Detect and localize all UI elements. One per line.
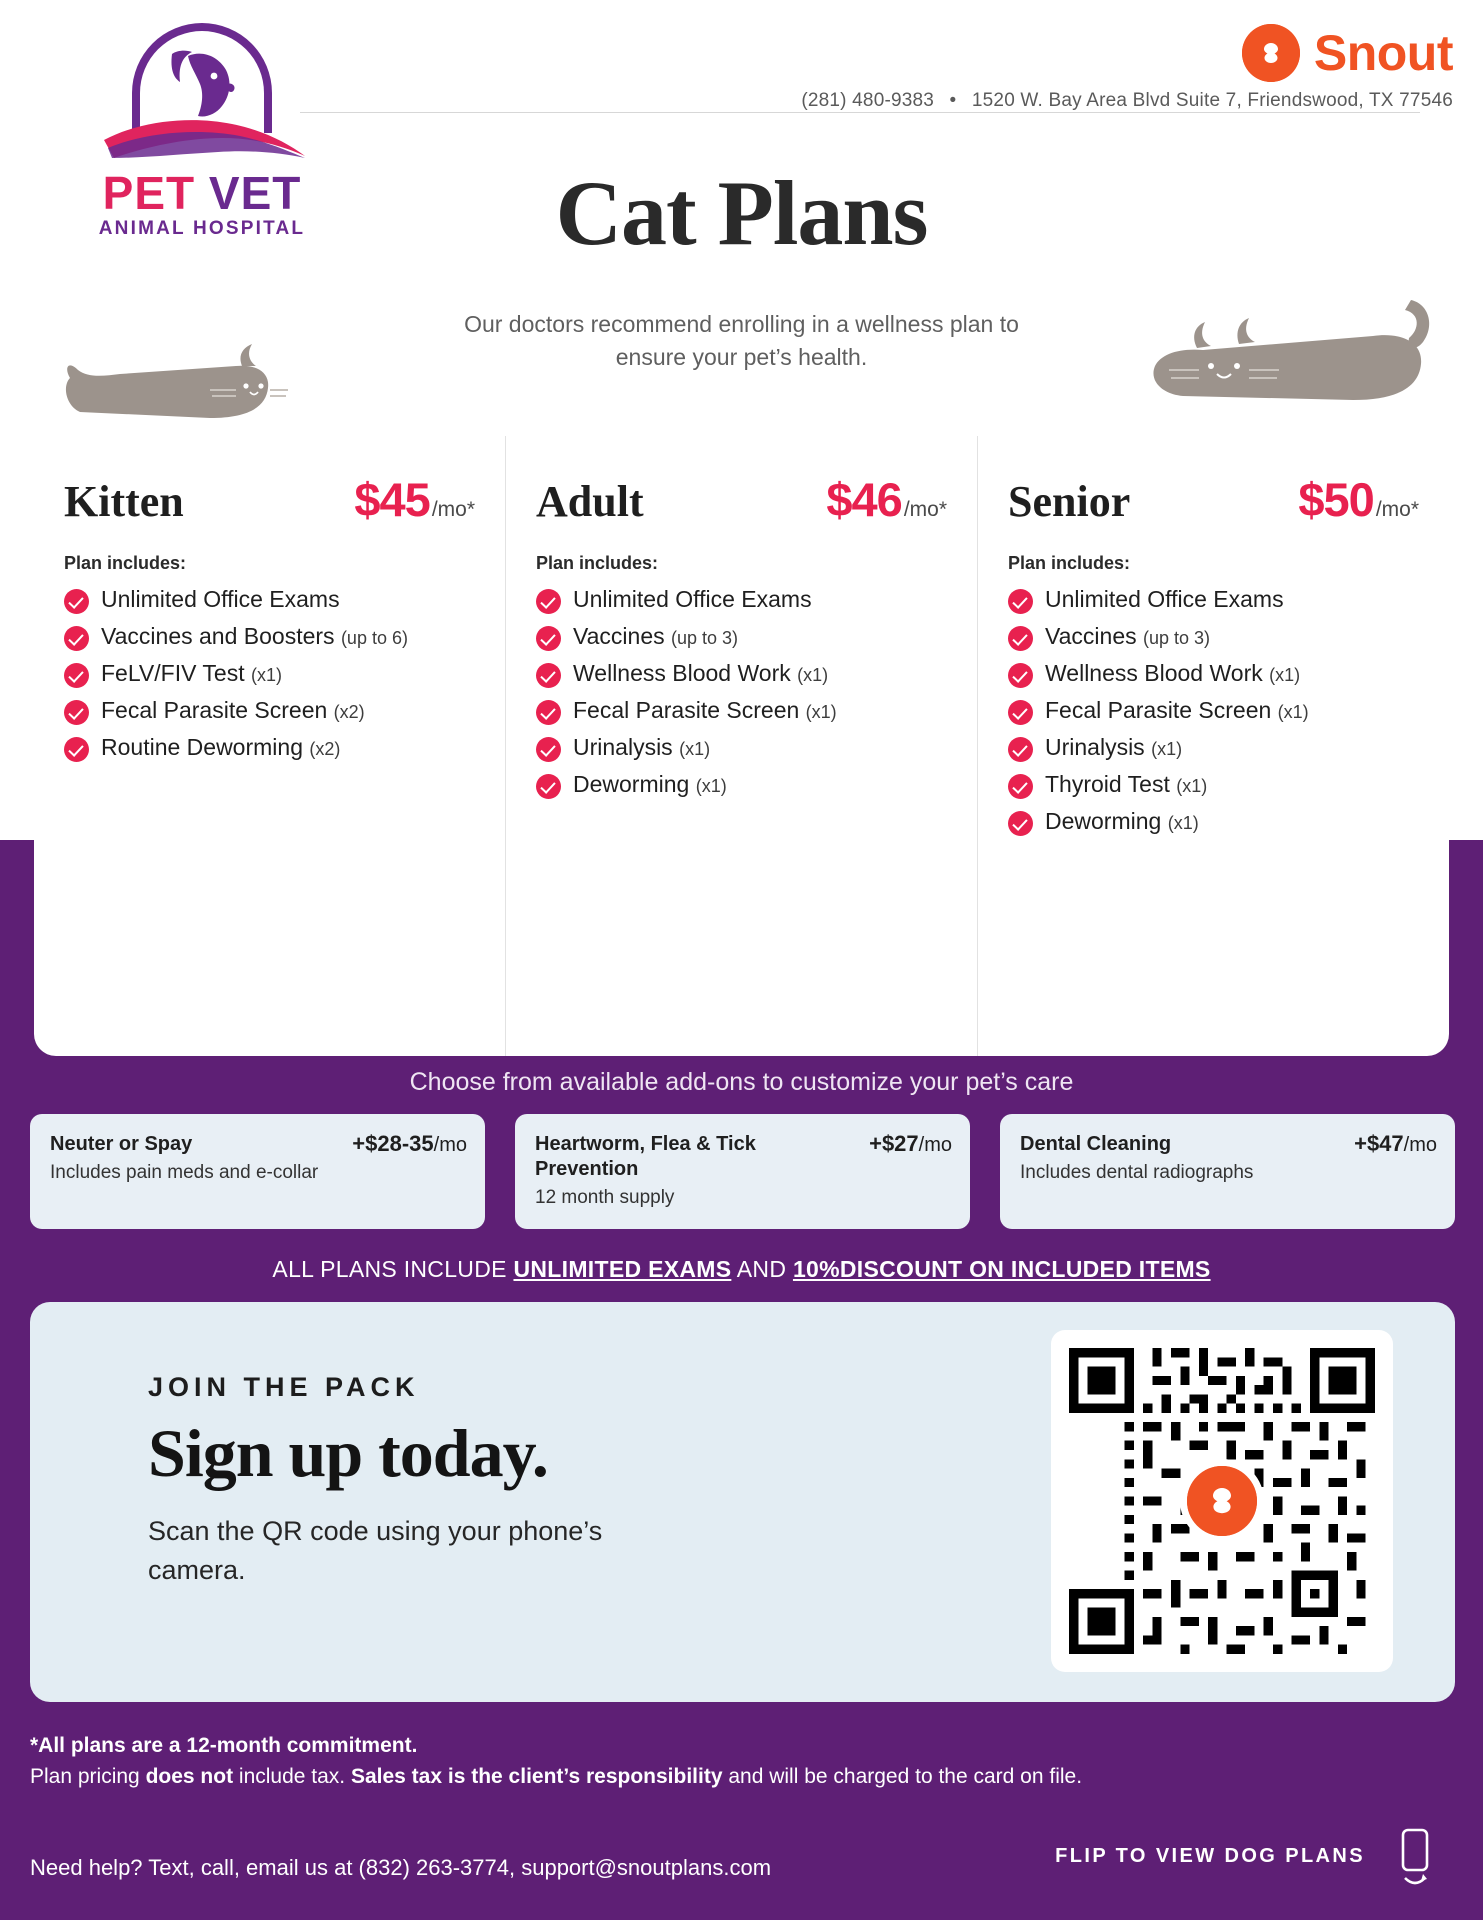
plan-name: Kitten [64, 477, 184, 526]
feature-label: Deworming (x1) [573, 771, 727, 797]
signup-headline: Sign up today. [148, 1415, 548, 1491]
feature-qty: (x2) [309, 739, 341, 759]
list-item [536, 623, 947, 651]
feature-qty: (x1) [1277, 702, 1309, 722]
feature-label: Vaccines and Boosters (up to 6) [101, 623, 408, 649]
feature-label: Unlimited Office Exams [573, 586, 812, 612]
plan-includes-label: Plan includes: [1008, 553, 1131, 573]
feature-label: Fecal Parasite Screen (x2) [101, 697, 365, 723]
check-icon [1008, 774, 1033, 799]
feature-label: Vaccines (up to 3) [1045, 623, 1211, 649]
addon-title: Dental Cleaning [1020, 1133, 1172, 1155]
check-icon [536, 626, 561, 651]
fineprint-does-not: does not [145, 1765, 234, 1789]
list-item [64, 734, 475, 762]
feature-qty: (x1) [805, 702, 837, 722]
all-plans-prefix: ALL PLANS INCLUDE [272, 1256, 507, 1282]
feature-label: Deworming (x1) [1045, 808, 1199, 834]
list-item [64, 660, 475, 688]
plan-column-adult[interactable] [505, 436, 977, 1056]
logo-tagline: ANIMAL HOSPITAL [98, 218, 306, 239]
feature-label: Urinalysis (x1) [1045, 734, 1183, 760]
list-item [64, 697, 475, 725]
feature-label: Thyroid Test (x1) [1045, 771, 1208, 797]
feature-qty: (up to 3) [671, 628, 739, 648]
check-icon [64, 626, 89, 651]
check-icon [1008, 737, 1033, 762]
fineprint-sales-tax: Sales tax is the client’s responsibility [350, 1765, 723, 1789]
plan-price: $45 [354, 473, 430, 526]
clinic-phone: (281) 480-9383 [801, 90, 935, 111]
list-item [536, 586, 947, 614]
addon-title: Heartworm, Flea & Tick Prevention [535, 1133, 756, 1180]
plan-name: Adult [536, 477, 644, 526]
plan-header [64, 472, 475, 527]
snout-logo-icon [1242, 24, 1300, 82]
feature-label: Vaccines (up to 3) [573, 623, 739, 649]
plan-header [536, 472, 947, 527]
fineprint-commitment: *All plans are a 12-month commitment. [30, 1734, 418, 1757]
clinic-address: 1520 W. Bay Area Blvd Suite 7, Friendswood, TX 77546 [971, 90, 1453, 111]
addon-price: +$47/mo [1354, 1131, 1437, 1156]
addon-card-dental-cleaning[interactable] [1000, 1114, 1455, 1229]
addons-row [30, 1114, 1455, 1229]
addon-subtitle: Includes pain meds and e-collar [50, 1161, 319, 1183]
list-item [536, 734, 947, 762]
all-plans-include-line [0, 1256, 1483, 1283]
contact-separator: • [949, 90, 957, 111]
feature-label: Wellness Blood Work (x1) [573, 660, 829, 686]
feature-qty: (x1) [250, 665, 282, 685]
feature-label: Urinalysis (x1) [573, 734, 711, 760]
plan-price: $46 [826, 473, 902, 526]
plan-price-period: /mo* [1375, 498, 1419, 521]
addon-subtitle: Includes dental radiographs [1020, 1161, 1254, 1183]
plan-price: $50 [1298, 473, 1374, 526]
check-icon [1008, 626, 1033, 651]
logo-swoosh [102, 114, 307, 160]
list-item [64, 586, 475, 614]
flip-phone-icon [1389, 1828, 1441, 1890]
logo-word-pet: PET [102, 167, 196, 219]
feature-qty: (x1) [1176, 776, 1208, 796]
addon-price-period: /mo [918, 1134, 952, 1156]
snout-paw-icon [1242, 24, 1300, 82]
feature-label: Fecal Parasite Screen (x1) [573, 697, 837, 723]
page-subtitle: Our doctors recommend enrolling in a wellness plan to ensure your pet’s health. [464, 311, 1019, 370]
list-item [64, 623, 475, 651]
feature-qty: (x2) [333, 702, 365, 722]
plan-price-wrap [1298, 472, 1419, 527]
check-icon [1008, 811, 1033, 836]
feature-qty: (up to 3) [1143, 628, 1211, 648]
all-plans-highlight-discount: 10%DISCOUNT ON INCLUDED ITEMS [792, 1256, 1211, 1282]
addon-price: +$27/mo [869, 1131, 952, 1156]
all-plans-middle: AND [736, 1256, 787, 1282]
signup-eyebrow: JOIN THE PACK [148, 1372, 420, 1402]
addon-title: Neuter or Spay [50, 1133, 193, 1155]
addon-price-period: /mo [1403, 1134, 1437, 1156]
dog-head-icon [158, 48, 246, 124]
check-icon [536, 589, 561, 614]
check-icon [64, 737, 89, 762]
feature-qty: (x1) [1151, 739, 1183, 759]
addon-card-neuter-or-spay[interactable] [30, 1114, 485, 1229]
list-item [1008, 771, 1419, 799]
plan-name: Senior [1008, 477, 1131, 526]
signup-instructions: Scan the QR code using your phone’s camera. [148, 1516, 603, 1586]
check-icon [64, 700, 89, 725]
feature-label: FeLV/FIV Test (x1) [101, 660, 282, 686]
snout-brand [1242, 24, 1453, 82]
feature-label: Fecal Parasite Screen (x1) [1045, 697, 1309, 723]
clinic-contact-line [801, 90, 1453, 112]
check-icon [1008, 700, 1033, 725]
plan-price-wrap [354, 472, 475, 527]
logo-word-vet: VET [208, 167, 302, 219]
check-icon [1008, 589, 1033, 614]
plan-price-wrap [826, 472, 947, 527]
check-icon [536, 774, 561, 799]
qr-code-card[interactable] [1051, 1330, 1393, 1672]
addon-card-heartworm-flea-tick[interactable] [515, 1114, 970, 1229]
list-item [536, 771, 947, 799]
plans-card [34, 436, 1449, 1056]
list-item [1008, 808, 1419, 836]
addon-price-period: /mo [433, 1134, 467, 1156]
plan-price-period: /mo* [903, 498, 947, 521]
feature-qty: (x1) [695, 776, 727, 796]
header-divider [300, 112, 1420, 113]
snout-wordmark: Snout [1313, 25, 1453, 81]
check-icon [64, 589, 89, 614]
cat-illustration-left [60, 330, 290, 440]
plan-price-period: /mo* [431, 498, 475, 521]
list-item [536, 660, 947, 688]
signup-card [30, 1302, 1455, 1702]
fineprint-tax: Plan pricing does not include tax. Sales tax is the client’s responsibility and will be charged to the card on file. [30, 1765, 1083, 1789]
feature-qty: (x1) [1269, 665, 1301, 685]
check-icon [536, 700, 561, 725]
plan-column-senior[interactable] [977, 436, 1449, 1056]
plan-header [1008, 472, 1419, 527]
fineprint [30, 1730, 1370, 1792]
list-item [1008, 623, 1419, 651]
feature-qty: (up to 6) [340, 628, 408, 648]
feature-qty: (x1) [797, 665, 829, 685]
plan-includes-label: Plan includes: [536, 553, 659, 573]
feature-label: Routine Deworming (x2) [101, 734, 341, 760]
addon-subtitle: 12 month supply [535, 1186, 675, 1208]
list-item [536, 697, 947, 725]
check-icon [64, 663, 89, 688]
snout-paw-icon-qr [1187, 1466, 1257, 1536]
all-plans-highlight-exams: UNLIMITED EXAMS [513, 1256, 732, 1282]
feature-qty: (x1) [1167, 813, 1199, 833]
cat-illustration-right [1143, 290, 1443, 430]
list-item [1008, 660, 1419, 688]
feature-label: Unlimited Office Exams [1045, 586, 1284, 612]
check-icon [1008, 663, 1033, 688]
feature-qty: (x1) [679, 739, 711, 759]
list-item [1008, 697, 1419, 725]
feature-label: Wellness Blood Work (x1) [1045, 660, 1301, 686]
check-icon [536, 737, 561, 762]
page-header [0, 0, 1483, 370]
plan-column-kitten[interactable] [34, 436, 505, 1056]
addon-price: +$28-35/mo [352, 1131, 467, 1156]
plan-includes-label: Plan includes: [64, 553, 187, 573]
check-icon [536, 663, 561, 688]
list-item [1008, 586, 1419, 614]
qr-center-logo-icon [1180, 1459, 1264, 1543]
list-item [1008, 734, 1419, 762]
addons-heading: Choose from available add-ons to customize your pet’s care [409, 1068, 1074, 1096]
page-title: Cat Plans [555, 162, 928, 264]
flip-label: FLIP TO VIEW DOG PLANS [1055, 1845, 1365, 1867]
help-contact-line[interactable]: Need help? Text, call, email us at (832) 263-3774, support@snoutplans.com [30, 1855, 772, 1880]
feature-label: Unlimited Office Exams [101, 586, 340, 612]
